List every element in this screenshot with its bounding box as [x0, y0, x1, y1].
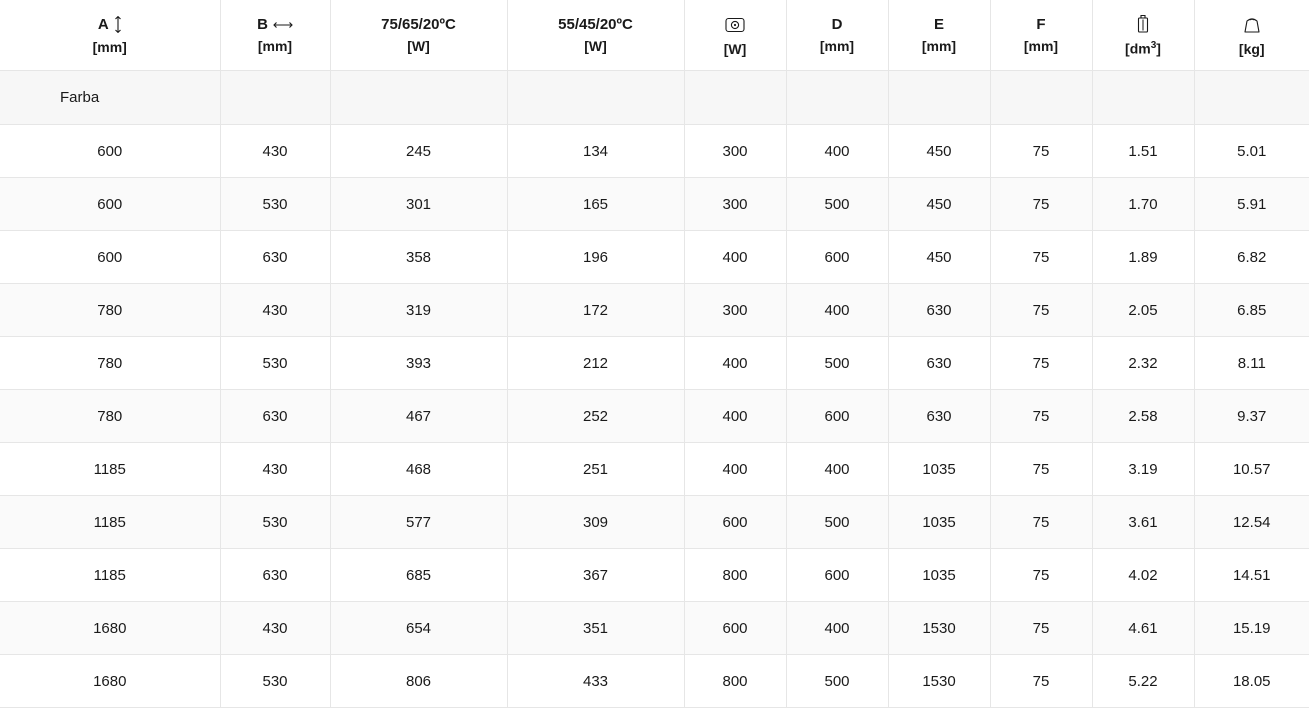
cell-a: 780	[0, 284, 220, 337]
cell-electric-power: 800	[684, 655, 786, 708]
cell-volume: 4.61	[1092, 602, 1194, 655]
column-header-output-75-65-20	[330, 0, 507, 71]
cell-d: 600	[786, 231, 888, 284]
cell-electric-power: 400	[684, 337, 786, 390]
cell-output-55: 251	[507, 443, 684, 496]
cell-volume: 4.02	[1092, 549, 1194, 602]
cell-weight: 5.91	[1194, 178, 1309, 231]
color-row-cell	[888, 71, 990, 125]
cell-a: 1185	[0, 496, 220, 549]
cell-f: 75	[990, 390, 1092, 443]
cell-a: 600	[0, 125, 220, 178]
cell-e: 1530	[888, 602, 990, 655]
cell-d: 500	[786, 655, 888, 708]
cell-d: 400	[786, 443, 888, 496]
cell-b: 430	[220, 602, 330, 655]
cell-electric-power: 400	[684, 443, 786, 496]
cell-output-75: 358	[330, 231, 507, 284]
cell-volume: 1.70	[1092, 178, 1194, 231]
table-body	[0, 71, 1309, 708]
cell-electric-power: 800	[684, 549, 786, 602]
color-row-cell	[507, 71, 684, 125]
cell-volume: 2.58	[1092, 390, 1194, 443]
table-row	[0, 655, 1309, 708]
cell-output-55: 172	[507, 284, 684, 337]
cell-b: 530	[220, 496, 330, 549]
cell-a: 780	[0, 337, 220, 390]
cell-electric-power: 600	[684, 496, 786, 549]
cell-e: 1035	[888, 443, 990, 496]
column-label-output-75: 75/65/20ºC	[381, 16, 456, 33]
cell-f: 75	[990, 655, 1092, 708]
column-header-volume	[1092, 0, 1194, 71]
volume-icon	[1136, 14, 1150, 34]
cell-electric-power: 300	[684, 284, 786, 337]
column-unit-a: [mm]	[92, 39, 127, 55]
column-header-output-55-45-20	[507, 0, 684, 71]
cell-f: 75	[990, 178, 1092, 231]
cell-f: 75	[990, 602, 1092, 655]
cell-e: 630	[888, 284, 990, 337]
cell-e: 450	[888, 125, 990, 178]
header-row	[0, 0, 1309, 71]
cell-e: 630	[888, 337, 990, 390]
table-row	[0, 602, 1309, 655]
column-unit-e: [mm]	[921, 38, 957, 54]
cell-b: 630	[220, 549, 330, 602]
cell-weight: 12.54	[1194, 496, 1309, 549]
table-row	[0, 337, 1309, 390]
column-label-output-55: 55/45/20ºC	[558, 16, 633, 33]
cell-output-75: 319	[330, 284, 507, 337]
cell-output-75: 685	[330, 549, 507, 602]
cell-weight: 5.01	[1194, 125, 1309, 178]
column-header-e	[888, 0, 990, 71]
cell-b: 530	[220, 178, 330, 231]
cell-weight: 10.57	[1194, 443, 1309, 496]
cell-output-55: 134	[507, 125, 684, 178]
cell-f: 75	[990, 231, 1092, 284]
column-unit-output-55: [W]	[584, 38, 607, 54]
column-unit-output-75: [W]	[407, 38, 430, 54]
weight-icon	[1242, 15, 1262, 35]
cell-a: 1680	[0, 655, 220, 708]
cell-output-55: 165	[507, 178, 684, 231]
cell-f: 75	[990, 337, 1092, 390]
column-unit-b: [mm]	[257, 38, 293, 54]
cell-f: 75	[990, 125, 1092, 178]
column-header-b	[220, 0, 330, 71]
cell-volume: 2.32	[1092, 337, 1194, 390]
cell-output-75: 654	[330, 602, 507, 655]
cell-f: 75	[990, 496, 1092, 549]
cell-a: 600	[0, 178, 220, 231]
column-header-a	[0, 0, 220, 71]
cell-output-55: 196	[507, 231, 684, 284]
cell-e: 1035	[888, 496, 990, 549]
cell-weight: 8.11	[1194, 337, 1309, 390]
cell-f: 75	[990, 443, 1092, 496]
column-unit-volume: $[dm^3]$	[1125, 40, 1161, 57]
table-row	[0, 284, 1309, 337]
column-header-weight	[1194, 0, 1309, 71]
color-row-label: Farba	[0, 71, 220, 125]
cell-electric-power: 400	[684, 231, 786, 284]
cell-output-55: 309	[507, 496, 684, 549]
cell-b: 630	[220, 390, 330, 443]
cell-d: 500	[786, 178, 888, 231]
column-header-electric-power	[684, 0, 786, 71]
cell-weight: 6.82	[1194, 231, 1309, 284]
cell-output-55: 252	[507, 390, 684, 443]
cell-e: 1530	[888, 655, 990, 708]
color-row-cell	[1194, 71, 1309, 125]
cell-b: 430	[220, 443, 330, 496]
cell-d: 500	[786, 337, 888, 390]
cell-a: 600	[0, 231, 220, 284]
cell-e: 630	[888, 390, 990, 443]
cell-output-75: 806	[330, 655, 507, 708]
column-label-d: D	[831, 16, 843, 33]
table-row	[0, 443, 1309, 496]
cell-electric-power: 300	[684, 178, 786, 231]
cell-e: 1035	[888, 549, 990, 602]
cell-f: 75	[990, 284, 1092, 337]
column-label-b: B	[257, 16, 268, 33]
column-unit-electric-power: [W]	[723, 40, 747, 57]
electric-heater-icon	[725, 15, 745, 35]
cell-a: 1185	[0, 549, 220, 602]
cell-weight: 9.37	[1194, 390, 1309, 443]
cell-weight: 15.19	[1194, 602, 1309, 655]
column-header-d	[786, 0, 888, 71]
column-unit-weight: [kg]	[1238, 40, 1265, 57]
cell-b: 430	[220, 125, 330, 178]
color-row-cell	[684, 71, 786, 125]
table-row	[0, 178, 1309, 231]
cell-electric-power: 300	[684, 125, 786, 178]
color-row	[0, 71, 1309, 125]
cell-weight: 18.05	[1194, 655, 1309, 708]
vertical-arrow-icon	[114, 16, 122, 33]
cell-volume: 5.22	[1092, 655, 1194, 708]
cell-volume: 1.51	[1092, 125, 1194, 178]
color-row-cell	[220, 71, 330, 125]
cell-electric-power: 400	[684, 390, 786, 443]
column-unit-d: [mm]	[819, 38, 855, 54]
table-row	[0, 549, 1309, 602]
cell-a: 780	[0, 390, 220, 443]
color-row-cell	[786, 71, 888, 125]
cell-e: 450	[888, 231, 990, 284]
cell-output-75: 301	[330, 178, 507, 231]
table-row	[0, 231, 1309, 284]
cell-e: 450	[888, 178, 990, 231]
cell-b: 530	[220, 655, 330, 708]
cell-output-55: 351	[507, 602, 684, 655]
table-row	[0, 496, 1309, 549]
column-unit-f: [mm]	[1023, 38, 1059, 54]
cell-d: 500	[786, 496, 888, 549]
cell-output-55: 367	[507, 549, 684, 602]
column-label-f: F	[1036, 16, 1046, 33]
horizontal-arrow-icon	[273, 20, 293, 30]
cell-d: 400	[786, 125, 888, 178]
table-row	[0, 390, 1309, 443]
cell-electric-power: 600	[684, 602, 786, 655]
column-label-a: A	[97, 16, 109, 33]
cell-output-75: 245	[330, 125, 507, 178]
cell-volume: 2.05	[1092, 284, 1194, 337]
cell-output-55: 212	[507, 337, 684, 390]
cell-output-55: 433	[507, 655, 684, 708]
cell-weight: 6.85	[1194, 284, 1309, 337]
column-label-e: E	[933, 16, 944, 33]
cell-volume: 3.61	[1092, 496, 1194, 549]
cell-a: 1680	[0, 602, 220, 655]
cell-d: 400	[786, 284, 888, 337]
cell-a: 1185	[0, 443, 220, 496]
cell-volume: 3.19	[1092, 443, 1194, 496]
table-row	[0, 125, 1309, 178]
cell-output-75: 467	[330, 390, 507, 443]
cell-volume: 1.89	[1092, 231, 1194, 284]
color-row-cell	[330, 71, 507, 125]
cell-output-75: 393	[330, 337, 507, 390]
table-header	[0, 0, 1309, 71]
cell-b: 630	[220, 231, 330, 284]
column-header-f	[990, 0, 1092, 71]
color-row-cell	[1092, 71, 1194, 125]
cell-b: 430	[220, 284, 330, 337]
color-row-cell	[990, 71, 1092, 125]
cell-weight: 14.51	[1194, 549, 1309, 602]
cell-output-75: 577	[330, 496, 507, 549]
cell-output-75: 468	[330, 443, 507, 496]
cell-f: 75	[990, 549, 1092, 602]
cell-d: 600	[786, 549, 888, 602]
cell-d: 400	[786, 602, 888, 655]
cell-d: 600	[786, 390, 888, 443]
cell-b: 530	[220, 337, 330, 390]
